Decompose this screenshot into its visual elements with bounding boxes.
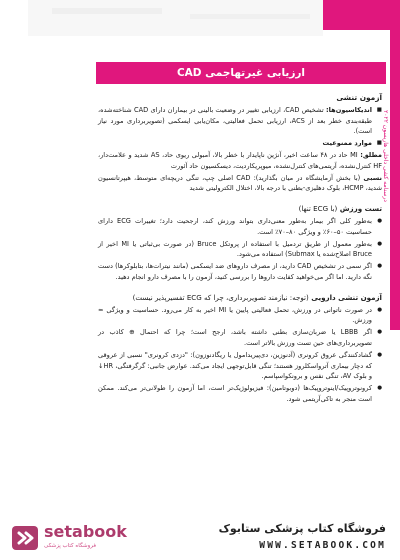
relative-label: نسبی	[363, 173, 382, 182]
relative-contra	[98, 173, 382, 195]
indications-text: تشخیص CAD، ارزیابی تغییر در وضعیت بالینی در بیماران دارای CAD شناخته‌شده، طبقه‌بندی خطر بعد از ACS، ارزیابی تحمل فعالیتی، مکان‌یابی ایسکمی (تصویربرداری مورد نیاز است).	[98, 105, 372, 136]
store-url[interactable]: WWW.SETABOOK.COM	[259, 540, 386, 551]
exercise-bullet: ● به‌طور معمول از طریق تردمیل با استفاده از پروتکل Bruce (در صورت بی‌ثباتی یا MI اخیر از Bruce اصلاح‌شده یا Submax) استفاده می‌شود.	[98, 239, 382, 261]
setabook-logo-icon	[10, 522, 42, 554]
faded-header-line	[52, 8, 162, 14]
indications-label: اندیکاسیون‌ها:	[326, 105, 372, 114]
exercise-bullet: ● اگر سمی در تشخیص CAD دارید، از مصرف داروهای ضد ایسکمی (مانند نیترات‌ها، بتابلوکرها) دست نگه دارید. اما اگر می‌خواهید کفایت داروها را بررسی کنید، آزمون را با مصرف دارو انجام دهید.	[98, 261, 382, 283]
exercise-heading-note: (با ECG تنها)	[298, 204, 338, 214]
exercise-bullet: ● به‌طور کلی اگر بیمار به‌طور معنی‌داری بتواند ورزش کند، ارجحیت دارد؛ تغییرات ECG دارای حساسیت ۵۰–۶۰٪ و ویژگی ۸۰–۷۰٪ است.	[98, 216, 382, 238]
faded-header-line	[190, 14, 310, 19]
book-page	[96, 62, 386, 502]
absolute-text: MI حاد در ۴۸ ساعت اخیر، آنژین ناپایدار با خطر بالا، آمبولی ریوی حاد، AS شدید و علامت‌دار، HF کنترل‌نشده، آریتمی‌های کنترل‌نشده، میوپریکاردیت، دیسکسیون حاد آئورت	[98, 150, 382, 170]
absolute-contra	[98, 150, 382, 172]
setabook-logo[interactable]	[10, 522, 127, 554]
section-heading-pharm-test	[98, 293, 382, 304]
logo-subtitle: فروشگاه کتاب پزشکی	[44, 543, 96, 549]
pharm-bullet: ● گشادکنندگی عروق کرونری (آدنوزین، دی‌پیریدامول یا ریگادنوزون): "دزدی کرونری" نسبی از عروقی که دچار بیماری آترواسکلروز هستند؛ تنگی قابل‌توجهی ایجاد می‌کند. عوارض جانبی: گرگرفتگی، HR↓ و بلوک AV، تنگی نفس و برونکواسپاسم.	[98, 350, 382, 382]
contraindications-label: موارد ممنوعیت	[322, 139, 372, 148]
exercise-heading-text: تست ورزش	[339, 204, 382, 214]
contraindications-heading	[98, 138, 382, 149]
chapter-side-tab	[390, 30, 400, 330]
absolute-label: مطلق:	[360, 150, 382, 159]
corner-color-block	[323, 0, 400, 30]
indications-item	[98, 105, 382, 137]
pharm-bullet: ● در صورت ناتوانی در ورزش، تحمل فعالیتی پایین یا MI اخیر به کار می‌رود. حساسیت و ویژگی ≈ ورزش.	[98, 305, 382, 327]
spacer	[98, 284, 382, 290]
pharm-heading-text: آزمون تنشی دارویی	[311, 292, 382, 302]
page-title: ارزیابی غیرتهاجمی CAD	[96, 62, 386, 84]
page-content	[96, 84, 386, 405]
section-heading-exercise-test	[98, 204, 382, 215]
spacer	[98, 195, 382, 201]
pharm-bullet: ● کرونوتروپیک/اینوتروپیک‌ها (دوبوتامین): فیزیولوژیک‌تر است، اما آزمون را طولانی‌تر می‌کند. ممکن است منجر به تاکی‌آریتمی شود.	[98, 383, 382, 405]
side-tab-text: درسنامه کشی داخلی هاریسون ۲۰۲۲	[382, 110, 389, 202]
pharm-heading-note: (توجه: نیازمند تصویربرداری، چرا که ECG تفسیرپذیر نیست)	[132, 292, 309, 302]
relative-text: (با بخش آزمایشگاه در میان بگذارید): CAD اصلی چپ، تنگی دریچه‌ای متوسط، هیپرتانسیون شدید، HCMP، بلوک دهلیزی-بطنی با درجه بالا، اختلال الکترولیتی شدید	[98, 173, 382, 193]
pharm-bullet: ● اگر LBBB یا ضربان‌سازی بطنی داشته باشد، ارجح است؛ چرا که احتمال ⊕ کاذب در تصویربرداری‌های حین تست ورزش بالاتر است.	[98, 327, 382, 349]
store-footer	[0, 518, 400, 560]
store-title: فروشگاه کتاب پزشکی ستابوک	[218, 522, 386, 535]
section-heading-stress-test: آزمون تنشی	[336, 93, 382, 102]
logo-wordmark: setabook	[44, 522, 127, 541]
